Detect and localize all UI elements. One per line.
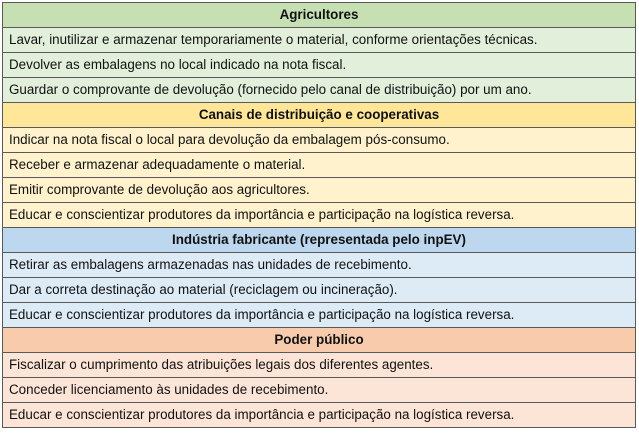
section-header: Canais de distribuição e cooperativas — [3, 103, 636, 128]
table-row — [3, 353, 636, 378]
table-cell: Fiscalizar o cumprimento das atribuições legais dos diferentes agentes. — [3, 353, 636, 378]
table-row — [3, 78, 636, 103]
section-header: Agricultores — [3, 3, 636, 28]
table-row — [3, 53, 636, 78]
table-row — [3, 203, 636, 228]
table-row — [3, 28, 636, 53]
table-cell: Dar a correta destinação ao material (reciclagem ou incineração). — [3, 278, 636, 303]
responsibilities-table — [2, 2, 636, 428]
table-cell: Receber e armazenar adequadamente o material. — [3, 153, 636, 178]
table-row — [3, 153, 636, 178]
table-cell: Emitir comprovante de devolução aos agricultores. — [3, 178, 636, 203]
table-cell: Educar e conscientizar produtores da importância e participação na logística reversa. — [3, 403, 636, 428]
table-cell: Educar e conscientizar produtores da importância e participação na logística reversa. — [3, 203, 636, 228]
table-row — [3, 178, 636, 203]
table-row — [3, 278, 636, 303]
table-row — [3, 253, 636, 278]
section-header: Poder público — [3, 328, 636, 353]
section-header-row — [3, 3, 636, 28]
table-cell: Conceder licenciamento às unidades de recebimento. — [3, 378, 636, 403]
section-header-row — [3, 228, 636, 253]
table-row — [3, 403, 636, 428]
table-cell: Guardar o comprovante de devolução (fornecido pelo canal de distribuição) por um ano. — [3, 78, 636, 103]
table-cell: Indicar na nota fiscal o local para devolução da embalagem pós-consumo. — [3, 128, 636, 153]
table-cell: Lavar, inutilizar e armazenar temporariamente o material, conforme orientações técnicas. — [3, 28, 636, 53]
table-cell: Devolver as embalagens no local indicado na nota fiscal. — [3, 53, 636, 78]
table-row — [3, 303, 636, 328]
table-row — [3, 378, 636, 403]
section-header-row — [3, 328, 636, 353]
table-row — [3, 128, 636, 153]
table-cell: Retirar as embalagens armazenadas nas unidades de recebimento. — [3, 253, 636, 278]
section-header-row — [3, 103, 636, 128]
section-header: Indústria fabricante (representada pelo inpEV) — [3, 228, 636, 253]
table-body — [3, 3, 636, 428]
table-cell: Educar e conscientizar produtores da importância e participação na logística reversa. — [3, 303, 636, 328]
